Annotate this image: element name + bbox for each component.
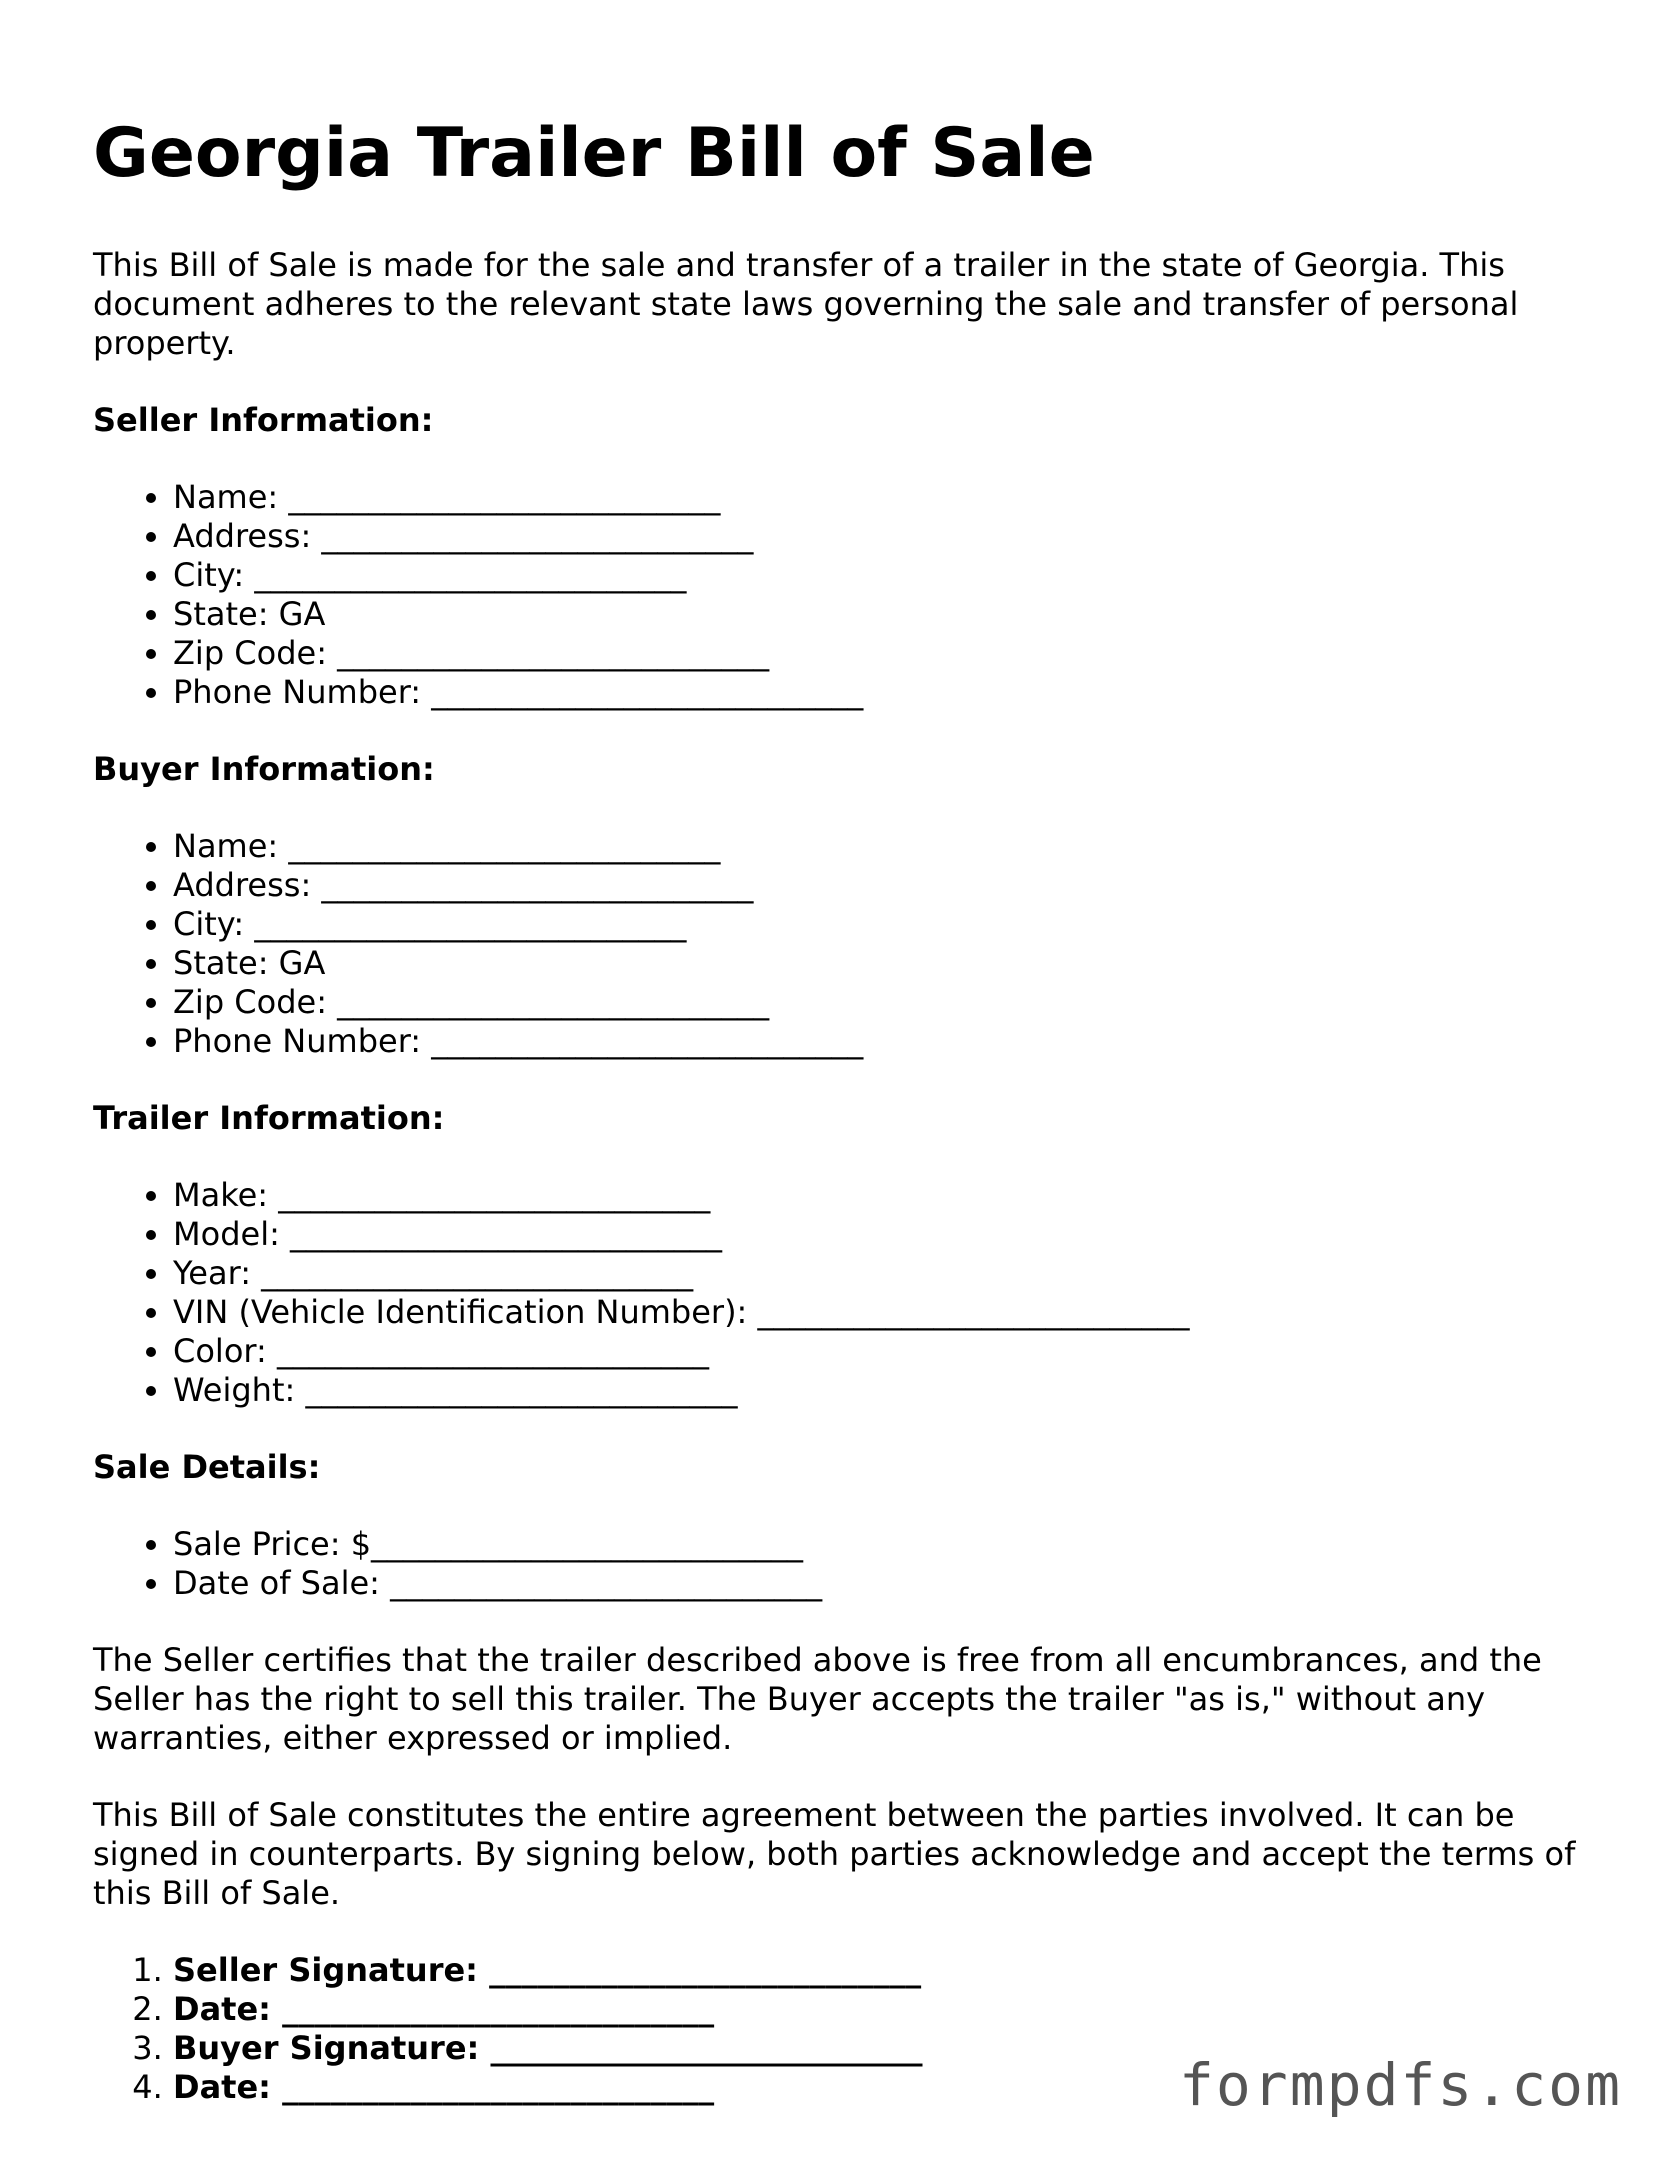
field-blank: ___________________________ — [268, 1176, 711, 1214]
seller-city-item — [173, 556, 1593, 595]
field-blank: ___________________________ — [279, 1215, 723, 1253]
field-blank: ___________________________ — [270, 1990, 715, 2028]
field-label: Color: — [173, 1332, 267, 1370]
page-title: Georgia Trailer Bill of Sale — [93, 114, 1095, 193]
field-blank: ___________________________ — [477, 1951, 922, 1989]
field-label: Year: — [173, 1254, 251, 1292]
field-blank: ___________________________ — [295, 1371, 738, 1409]
trailer-weight-item — [173, 1371, 1593, 1410]
intro-paragraph: This Bill of Sale is made for the sale and transfer of a trailer in the state of Georgia. This document adheres to the relevant state laws governing the sale and transfer of personal property. — [93, 246, 1519, 362]
field-label: Seller Signature: — [173, 1951, 478, 1989]
field-blank: ___________________________ — [311, 866, 754, 904]
field-blank: ___________________________ — [421, 1022, 864, 1060]
field-label: Name: — [173, 478, 279, 516]
field-label: Sale Price: — [173, 1525, 341, 1563]
field-label: Zip Code: — [173, 634, 327, 672]
field-blank: ___________________________ — [278, 827, 721, 865]
field-blank: ___________________________ — [311, 517, 754, 555]
field-label: Address: — [173, 517, 312, 555]
trailer-model-item — [173, 1215, 1593, 1254]
buyer-zip-item — [173, 983, 1593, 1022]
field-label: City: — [173, 556, 245, 594]
field-blank: ___________________________ — [250, 1254, 694, 1292]
field-value: GA — [268, 595, 326, 633]
buyer-state-item — [173, 944, 1593, 983]
field-blank: ___________________________ — [479, 2029, 923, 2067]
field-label: Weight: — [173, 1371, 296, 1409]
trailer-vin-item — [173, 1293, 1593, 1332]
field-label: Model: — [173, 1215, 280, 1253]
field-blank: ___________________________ — [327, 634, 770, 672]
field-label: Date: — [173, 1990, 271, 2028]
field-value: GA — [268, 944, 326, 982]
field-label: City: — [173, 905, 245, 943]
field-label: Make: — [173, 1176, 269, 1214]
sale-heading: Sale Details: — [93, 1448, 321, 1486]
buyer-address-item — [173, 866, 1593, 905]
seller-info-list — [93, 478, 1593, 712]
trailer-heading: Trailer Information: — [93, 1099, 445, 1137]
field-label: VIN (Vehicle Identification Number): — [173, 1293, 748, 1331]
seller-name-item — [173, 478, 1593, 517]
buyer-phone-item — [173, 1022, 1593, 1061]
field-blank: ___________________________ — [278, 478, 721, 516]
field-label: Name: — [173, 827, 279, 865]
seller-heading: Seller Information: — [93, 401, 434, 439]
field-label: Address: — [173, 866, 312, 904]
trailer-year-item — [173, 1254, 1593, 1293]
field-blank: ___________________________ — [266, 1332, 709, 1370]
agreement-paragraph: This Bill of Sale constitutes the entire agreement between the parties involved. It can be signed in counterparts. By signing below, both parties acknowledge and accept the terms of this Bill of Sale. — [93, 1796, 1576, 1912]
field-blank: ___________________________ — [244, 905, 687, 943]
buyer-city-item — [173, 905, 1593, 944]
field-label: State: — [173, 595, 269, 633]
seller-state-item — [173, 595, 1593, 634]
seller-phone-item — [173, 673, 1593, 712]
buyer-info-list — [93, 827, 1593, 1061]
certification-paragraph: The Seller certifies that the trailer described above is free from all encumbrances, and the Seller has the right to sell this trailer. The Buyer accepts the trailer "as is," without any warranties, either expressed or implied. — [93, 1641, 1542, 1757]
buyer-name-item — [173, 827, 1593, 866]
field-label: Date: — [173, 2068, 271, 2106]
trailer-make-item — [173, 1176, 1593, 1215]
sale-details-list — [93, 1525, 1593, 1603]
document-page — [93, 112, 1593, 2145]
field-label: State: — [173, 944, 269, 982]
field-blank: ___________________________ — [327, 983, 770, 1021]
seller-date-item — [173, 1990, 1593, 2029]
field-blank: ___________________________ — [379, 1564, 823, 1602]
watermark: formpdfs.com — [1178, 2051, 1622, 2119]
field-blank: ___________________________ — [747, 1293, 1190, 1331]
buyer-heading: Buyer Information: — [93, 750, 435, 788]
field-label: Phone Number: — [173, 1022, 422, 1060]
field-blank: $___________________________ — [340, 1525, 804, 1563]
sale-price-item — [173, 1525, 1593, 1564]
sale-date-item — [173, 1564, 1593, 1603]
field-label: Buyer Signature: — [173, 2029, 480, 2067]
seller-address-item — [173, 517, 1593, 556]
field-blank: ___________________________ — [270, 2068, 715, 2106]
seller-zip-item — [173, 634, 1593, 673]
field-label: Zip Code: — [173, 983, 327, 1021]
field-blank: ___________________________ — [244, 556, 687, 594]
field-blank: ___________________________ — [421, 673, 864, 711]
field-label: Phone Number: — [173, 673, 422, 711]
trailer-color-item — [173, 1332, 1593, 1371]
trailer-info-list — [93, 1176, 1593, 1410]
seller-signature-item — [173, 1951, 1593, 1990]
field-label: Date of Sale: — [173, 1564, 380, 1602]
